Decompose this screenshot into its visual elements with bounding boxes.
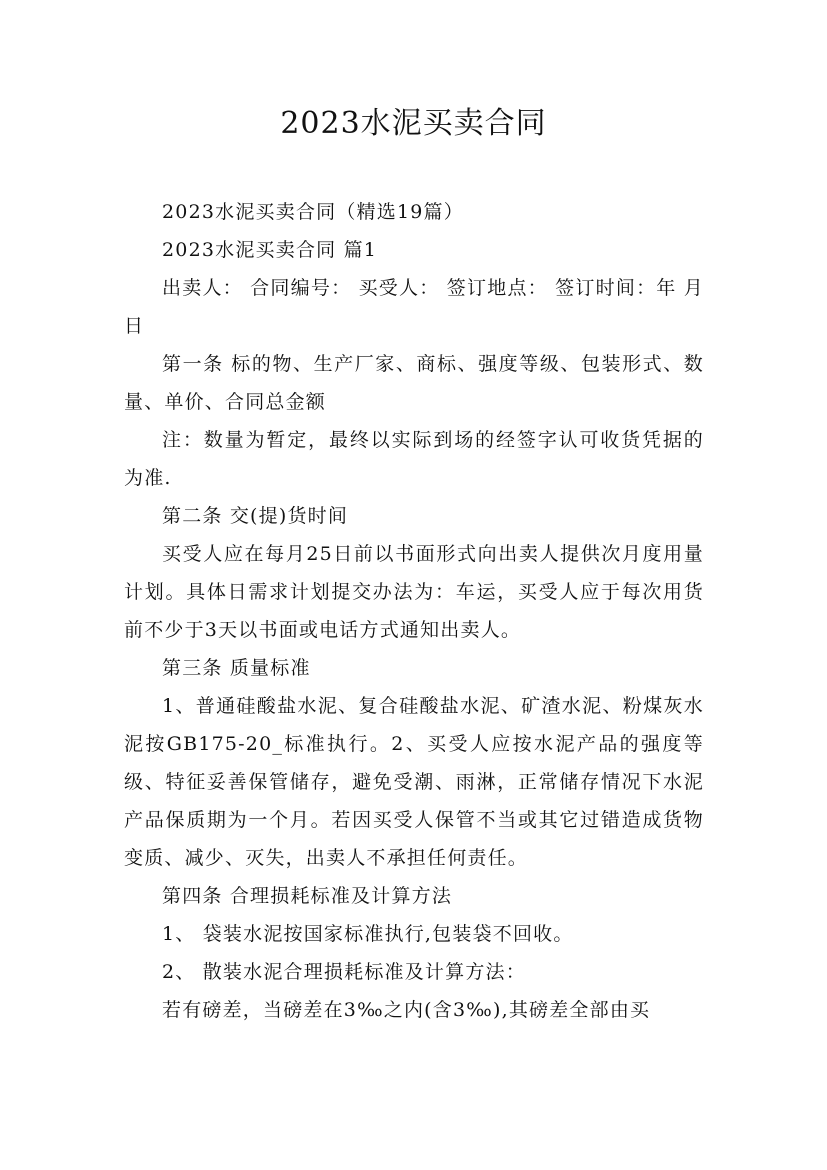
paragraph-bagged: 1、 袋装水泥按国家标准执行,包装袋不回收。 xyxy=(162,923,574,945)
document-title: 2023水泥买卖合同 xyxy=(280,106,547,141)
paragraph-quality: 1、普通硅酸盐水泥、复合硅酸盐水泥、矿渣水泥、粉煤灰水泥按GB175-20_标准执行。2、买受人应按水泥产品的强度等级、特征妥善保管储存，避免受潮、雨淋，正常储存情况下水泥产品保质期为一个月。若因买受人保管不当或其它过错造成货物变质、减少、灭失，出卖人不承担任何责任。 xyxy=(124,695,704,869)
paragraph-article-3: 第三条 质量标准 xyxy=(162,657,311,679)
document-body xyxy=(124,193,712,1029)
paragraph-part-heading: 2023水泥买卖合同 篇1 xyxy=(162,239,378,261)
paragraph-article-1: 第一条 标的物、生产厂家、商标、强度等级、包装形式、数量、单价、合同总金额 xyxy=(124,353,704,413)
paragraph-parties: 出卖人： 合同编号： 买受人： 签订地点： 签订时间：年 月 日 xyxy=(124,277,712,337)
paragraph-article-2: 第二条 交(提)货时间 xyxy=(162,505,349,527)
paragraph-note: 注：数量为暂定，最终以实际到场的经签字认可收货凭据的为准. xyxy=(124,429,704,489)
paragraph-weighing: 若有磅差，当磅差在3‰之内(含3‰),其磅差全部由买 xyxy=(162,999,651,1021)
paragraph-delivery-plan: 买受人应在每月25日前以书面形式向出卖人提供次月度用量计划。具体日需求计划提交办法为：车运，买受人应于每次用货前不少于3天以书面或电话方式通知出卖人。 xyxy=(124,543,704,641)
paragraph-subtitle: 2023水泥买卖合同（精选19篇） xyxy=(162,201,464,223)
paragraph-article-4: 第四条 合理损耗标准及计算方法 xyxy=(162,885,453,907)
paragraph-bulk: 2、 散装水泥合理损耗标准及计算方法： xyxy=(162,961,526,983)
